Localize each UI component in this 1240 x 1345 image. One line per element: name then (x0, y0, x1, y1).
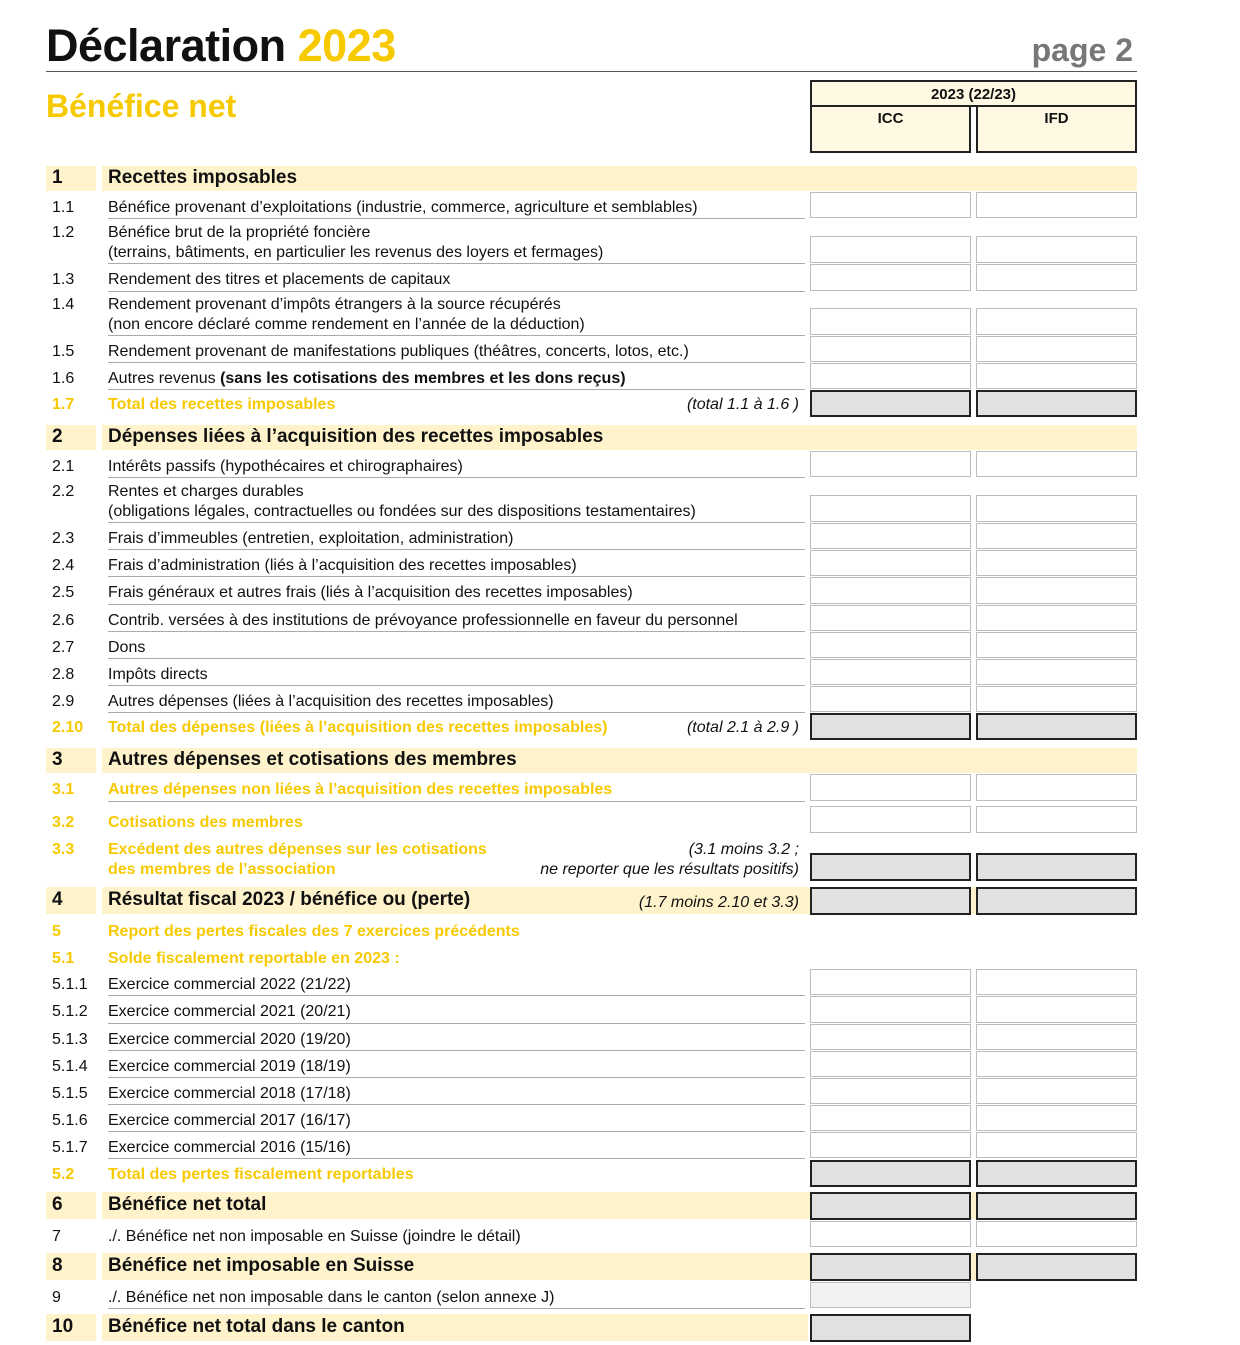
ifd-total-2-10[interactable] (976, 713, 1137, 740)
ifd-input-1-6[interactable] (976, 363, 1137, 389)
line-1-1 (46, 192, 1137, 219)
line-number: 5.1.3 (52, 1031, 88, 1048)
line-label: Rendement des titres et placements de capitaux (108, 271, 451, 288)
line-number: 2.8 (52, 666, 75, 683)
line-number: 5.1 (52, 950, 75, 967)
icc-input-2-7[interactable] (810, 632, 971, 658)
line-number: 1.1 (52, 199, 75, 216)
icc-input-7[interactable] (810, 1221, 971, 1247)
line-label: Exercice commercial 2020 (19/20) (108, 1031, 351, 1048)
ifd-input-2-9[interactable] (976, 686, 1137, 712)
ifd-total-3-3[interactable] (976, 853, 1137, 881)
total-label: Excédent des autres dépenses sur les cotisations (108, 841, 487, 858)
section-label: Bénéfice net total dans le canton (108, 1316, 405, 1337)
line-label: Rendement provenant de manifestations publiques (théâtres, concerts, lotos, etc.) (108, 343, 689, 360)
total-note: (total 1.1 à 1.6 ) (686, 396, 799, 413)
icc-input-1-5[interactable] (810, 336, 971, 362)
icc-input-1-1[interactable] (810, 192, 971, 218)
total-1-7 (46, 390, 1137, 418)
ifd-total-1-7[interactable] (976, 390, 1137, 417)
line-label: Solde fiscalement reportable en 2023 : (108, 950, 400, 967)
icc-input-1-2[interactable] (810, 236, 971, 263)
line-number: 2.5 (52, 584, 75, 601)
line-label: Bénéfice brut de la propriété foncière (108, 224, 371, 241)
section-label: Résultat fiscal 2023 / bénéfice ou (perte) (108, 889, 471, 910)
line-5-1-3 (46, 1024, 1137, 1051)
section-10-header (46, 1314, 1137, 1342)
icc-total-1-7[interactable] (810, 390, 971, 417)
line-label: ./. Bénéfice net non imposable en Suisse (joindre le détail) (108, 1228, 521, 1245)
ifd-input-1-1[interactable] (976, 192, 1137, 218)
total-note: (total 2.1 à 2.9 ) (686, 719, 799, 736)
ifd-input-5-1-2[interactable] (976, 996, 1137, 1023)
section-label: Bénéfice net total (108, 1194, 267, 1215)
icc-total-6[interactable] (810, 1192, 971, 1220)
icc-total-4[interactable] (810, 887, 971, 915)
line-2-2 (46, 479, 1137, 523)
line-number: 3.3 (52, 841, 75, 858)
icc-input-1-6[interactable] (810, 363, 971, 389)
ifd-input-5-1-1[interactable] (976, 969, 1137, 995)
total-label: Total des dépenses (liées à l’acquisition des recettes imposables) (108, 719, 608, 736)
line-number: 2.2 (52, 483, 75, 500)
ifd-input-5-1-5[interactable] (976, 1078, 1137, 1104)
ifd-total-8[interactable] (976, 1253, 1137, 1281)
line-rule (108, 218, 805, 219)
section-label: Report des pertes fiscales des 7 exercices précédents (108, 923, 520, 940)
line-2-4 (46, 550, 1137, 577)
line-label: Exercice commercial 2017 (16/17) (108, 1112, 351, 1129)
total-label-cont: des membres de l’association (108, 861, 336, 878)
section-3-header (46, 748, 1137, 773)
ifd-input-2-2[interactable] (976, 495, 1137, 522)
total-note-cont: ne reporter que les résultats positifs) (540, 861, 799, 878)
line-2-6 (46, 605, 1137, 632)
icc-input-5-1-6[interactable] (810, 1105, 971, 1131)
icc-total-5-2[interactable] (810, 1160, 971, 1187)
line-number: 5.1.7 (52, 1139, 88, 1156)
section-number: 2 (52, 426, 63, 447)
ifd-input-1-3[interactable] (976, 264, 1137, 291)
line-number: 7 (52, 1228, 61, 1245)
title-year: 2023 (297, 20, 396, 71)
ifd-input-5-1-3[interactable] (976, 1024, 1137, 1050)
icc-input-5-1-2[interactable] (810, 996, 971, 1023)
section-label: Dépenses liées à l’acquisition des recettes imposables (108, 426, 604, 447)
line-1-5 (46, 336, 1137, 363)
line-label: Autres dépenses non liées à l’acquisition des recettes imposables (108, 781, 613, 798)
line-number: 1.5 (52, 343, 75, 360)
ifd-total-6[interactable] (976, 1192, 1137, 1220)
total-2-10 (46, 713, 1137, 741)
line-2-7 (46, 632, 1137, 659)
line-rule (108, 1308, 805, 1309)
ifd-input-2-4[interactable] (976, 550, 1137, 576)
period-header: 2023 (22/23) (810, 80, 1137, 107)
line-number: 5.1.2 (52, 1003, 88, 1020)
section-number: 1 (52, 167, 63, 188)
page-number: page 2 (1031, 32, 1133, 68)
line-number: 1.4 (52, 296, 75, 313)
line-number: 1.6 (52, 370, 75, 387)
line-1-6 (46, 363, 1137, 390)
section-4-header (46, 887, 1137, 915)
icc-input-5-1-5[interactable] (810, 1078, 971, 1104)
total-5-2 (46, 1160, 1137, 1188)
icc-input-2-9[interactable] (810, 686, 971, 712)
line-label-cont: (terrains, bâtiments, en particulier les revenus des loyers et fermages) (108, 244, 604, 261)
icc-input-2-8[interactable] (810, 659, 971, 685)
line-number: 2.7 (52, 639, 75, 656)
ifd-input-3-1[interactable] (976, 774, 1137, 801)
line-3-1 (46, 774, 1137, 802)
ifd-total-4[interactable] (976, 887, 1137, 915)
icc-total-3-3[interactable] (810, 853, 971, 881)
ifd-input-2-5[interactable] (976, 577, 1137, 604)
icc-header: ICC (810, 107, 971, 153)
icc-input-5-1-3[interactable] (810, 1024, 971, 1050)
line-label: Impôts directs (108, 666, 208, 683)
section-number: 6 (52, 1194, 63, 1215)
ifd-input-1-2[interactable] (976, 236, 1137, 263)
line-label-cont: (obligations légales, contractuelles ou fondées sur des dispositions testamentaires) (108, 503, 696, 520)
section-number: 8 (52, 1255, 63, 1276)
line-5-1-7 (46, 1132, 1137, 1159)
page-title (46, 20, 396, 72)
section-label: Autres dépenses et cotisations des membres (108, 749, 517, 770)
icc-total-8[interactable] (810, 1253, 971, 1281)
icc-input-2-3[interactable] (810, 523, 971, 549)
ifd-input-5-1-4[interactable] (976, 1051, 1137, 1077)
line-label: Exercice commercial 2018 (17/18) (108, 1085, 351, 1102)
ifd-input-2-6[interactable] (976, 605, 1137, 631)
ifd-input-2-3[interactable] (976, 523, 1137, 549)
line-number: 2.4 (52, 557, 75, 574)
section-label: Bénéfice net imposable en Suisse (108, 1255, 415, 1276)
line-2-1 (46, 451, 1137, 478)
line-7 (46, 1221, 1137, 1248)
line-3-2 (46, 806, 1137, 834)
line-number: 2.10 (52, 719, 84, 736)
icc-input-2-4[interactable] (810, 550, 971, 576)
line-label-emphasis: (sans les cotisations des membres et les dons reçus) (220, 370, 626, 387)
line-label: Exercice commercial 2016 (15/16) (108, 1139, 351, 1156)
line-5-1-4 (46, 1051, 1137, 1078)
line-label: Autres dépenses (liées à l’acquisition des recettes imposables) (108, 693, 554, 710)
line-2-8 (46, 659, 1137, 686)
icc-total-2-10[interactable] (810, 713, 971, 740)
line-9 (46, 1282, 1137, 1309)
line-number: 2.6 (52, 612, 75, 629)
line-1-2 (46, 220, 1137, 264)
line-1-4 (46, 292, 1137, 336)
icc-input-2-1[interactable] (810, 451, 971, 477)
section-note: (1.7 moins 2.10 et 3.3) (638, 894, 799, 911)
icc-input-1-4[interactable] (810, 308, 971, 335)
line-1-3 (46, 264, 1137, 292)
line-number: 2.3 (52, 530, 75, 547)
ifd-input-5-1-6[interactable] (976, 1105, 1137, 1131)
line-number: 9 (52, 1289, 61, 1306)
line-5-1-2 (46, 996, 1137, 1024)
line-label (108, 369, 805, 389)
line-label: Rendement provenant d’impôts étrangers à la source récupérés (108, 296, 561, 313)
subsection-5-1 (46, 947, 1137, 971)
line-label-text: Autres revenus (108, 370, 221, 387)
line-2-9 (46, 686, 1137, 713)
ifd-input-7[interactable] (976, 1221, 1137, 1247)
line-number: 1.7 (52, 396, 75, 413)
line-label-cont: (non encore déclaré comme rendement en l’année de la déduction) (108, 316, 585, 333)
icc-input-2-6[interactable] (810, 605, 971, 631)
line-label: Exercice commercial 2021 (20/21) (108, 1003, 351, 1020)
ifd-header: IFD (976, 107, 1137, 153)
line-number: 2.9 (52, 693, 75, 710)
line-rule (108, 477, 805, 478)
total-note: (3.1 moins 3.2 ; (688, 841, 799, 858)
total-label: Total des pertes fiscalement reportables (108, 1166, 414, 1183)
line-label: Cotisations des membres (108, 814, 303, 831)
line-number: 1.2 (52, 224, 75, 241)
line-label: Dons (108, 639, 146, 656)
line-5-1-6 (46, 1105, 1137, 1132)
line-number: 1.3 (52, 271, 75, 288)
section-2-header (46, 425, 1137, 450)
line-number: 5.1.1 (52, 976, 88, 993)
icc-input-2-2[interactable] (810, 495, 971, 522)
line-number: 3.1 (52, 781, 75, 798)
line-label: Contrib. versées à des institutions de prévoyance professionnelle en faveur du personnel (108, 612, 738, 629)
line-number: 2.1 (52, 458, 75, 475)
line-rule (108, 1158, 805, 1159)
column-header (810, 80, 1137, 153)
icc-input-5-1-4[interactable] (810, 1051, 971, 1077)
section-6-header (46, 1192, 1137, 1220)
line-5-1-1 (46, 969, 1137, 996)
total-label: Total des recettes imposables (108, 396, 336, 413)
section-1-header (46, 166, 1137, 191)
icc-input-5-1-1[interactable] (810, 969, 971, 995)
line-label: Frais généraux et autres frais (liés à l’acquisition des recettes imposables) (108, 584, 633, 601)
section-number: 5 (52, 923, 61, 940)
ifd-input-1-4[interactable] (976, 308, 1137, 335)
section-number: 3 (52, 749, 63, 770)
line-label: Exercice commercial 2022 (21/22) (108, 976, 351, 993)
section-5-header (46, 920, 1137, 944)
icc-input-1-3[interactable] (810, 264, 971, 291)
line-label: Frais d’immeubles (entretien, exploitation, administration) (108, 530, 514, 547)
line-number: 5.1.6 (52, 1112, 88, 1129)
section-label: Recettes imposables (108, 167, 298, 188)
line-number: 5.2 (52, 1166, 75, 1183)
ifd-input-5-1-7[interactable] (976, 1132, 1137, 1158)
title-divider (46, 71, 1137, 72)
icc-input-2-5[interactable] (810, 577, 971, 604)
line-label: Frais d’administration (liés à l’acquisition des recettes imposables) (108, 557, 577, 574)
line-rule (108, 801, 805, 802)
title-word: Déclaration (46, 20, 286, 71)
icc-input-3-2[interactable] (810, 806, 971, 833)
ifd-input-1-5[interactable] (976, 336, 1137, 362)
section-title: Bénéfice net (46, 88, 237, 124)
line-number: 3.2 (52, 814, 75, 831)
line-label: Exercice commercial 2019 (18/19) (108, 1058, 351, 1075)
section-8-header (46, 1253, 1137, 1281)
line-5-1-5 (46, 1078, 1137, 1105)
ifd-input-2-7[interactable] (976, 632, 1137, 658)
icc-input-3-1[interactable] (810, 774, 971, 801)
icc-input-9[interactable] (810, 1282, 971, 1308)
icc-input-5-1-7[interactable] (810, 1132, 971, 1158)
icc-total-10[interactable] (810, 1314, 971, 1342)
line-number: 5.1.5 (52, 1085, 88, 1102)
ifd-input-3-2[interactable] (976, 806, 1137, 833)
line-label: Intérêts passifs (hypothécaires et chirographaires) (108, 458, 463, 475)
section-number: 10 (52, 1316, 74, 1337)
section-number: 4 (52, 889, 63, 910)
line-label: ./. Bénéfice net non imposable dans le canton (selon annexe J) (108, 1289, 555, 1306)
line-2-5 (46, 577, 1137, 605)
total-3-3 (46, 840, 1137, 882)
ifd-input-2-1[interactable] (976, 451, 1137, 477)
line-2-3 (46, 523, 1137, 550)
ifd-total-5-2[interactable] (976, 1160, 1137, 1187)
line-number: 5.1.4 (52, 1058, 88, 1075)
ifd-input-2-8[interactable] (976, 659, 1137, 685)
line-label: Bénéfice provenant d’exploitations (industrie, commerce, agriculture et semblables) (108, 199, 698, 216)
line-label: Rentes et charges durables (108, 483, 304, 500)
